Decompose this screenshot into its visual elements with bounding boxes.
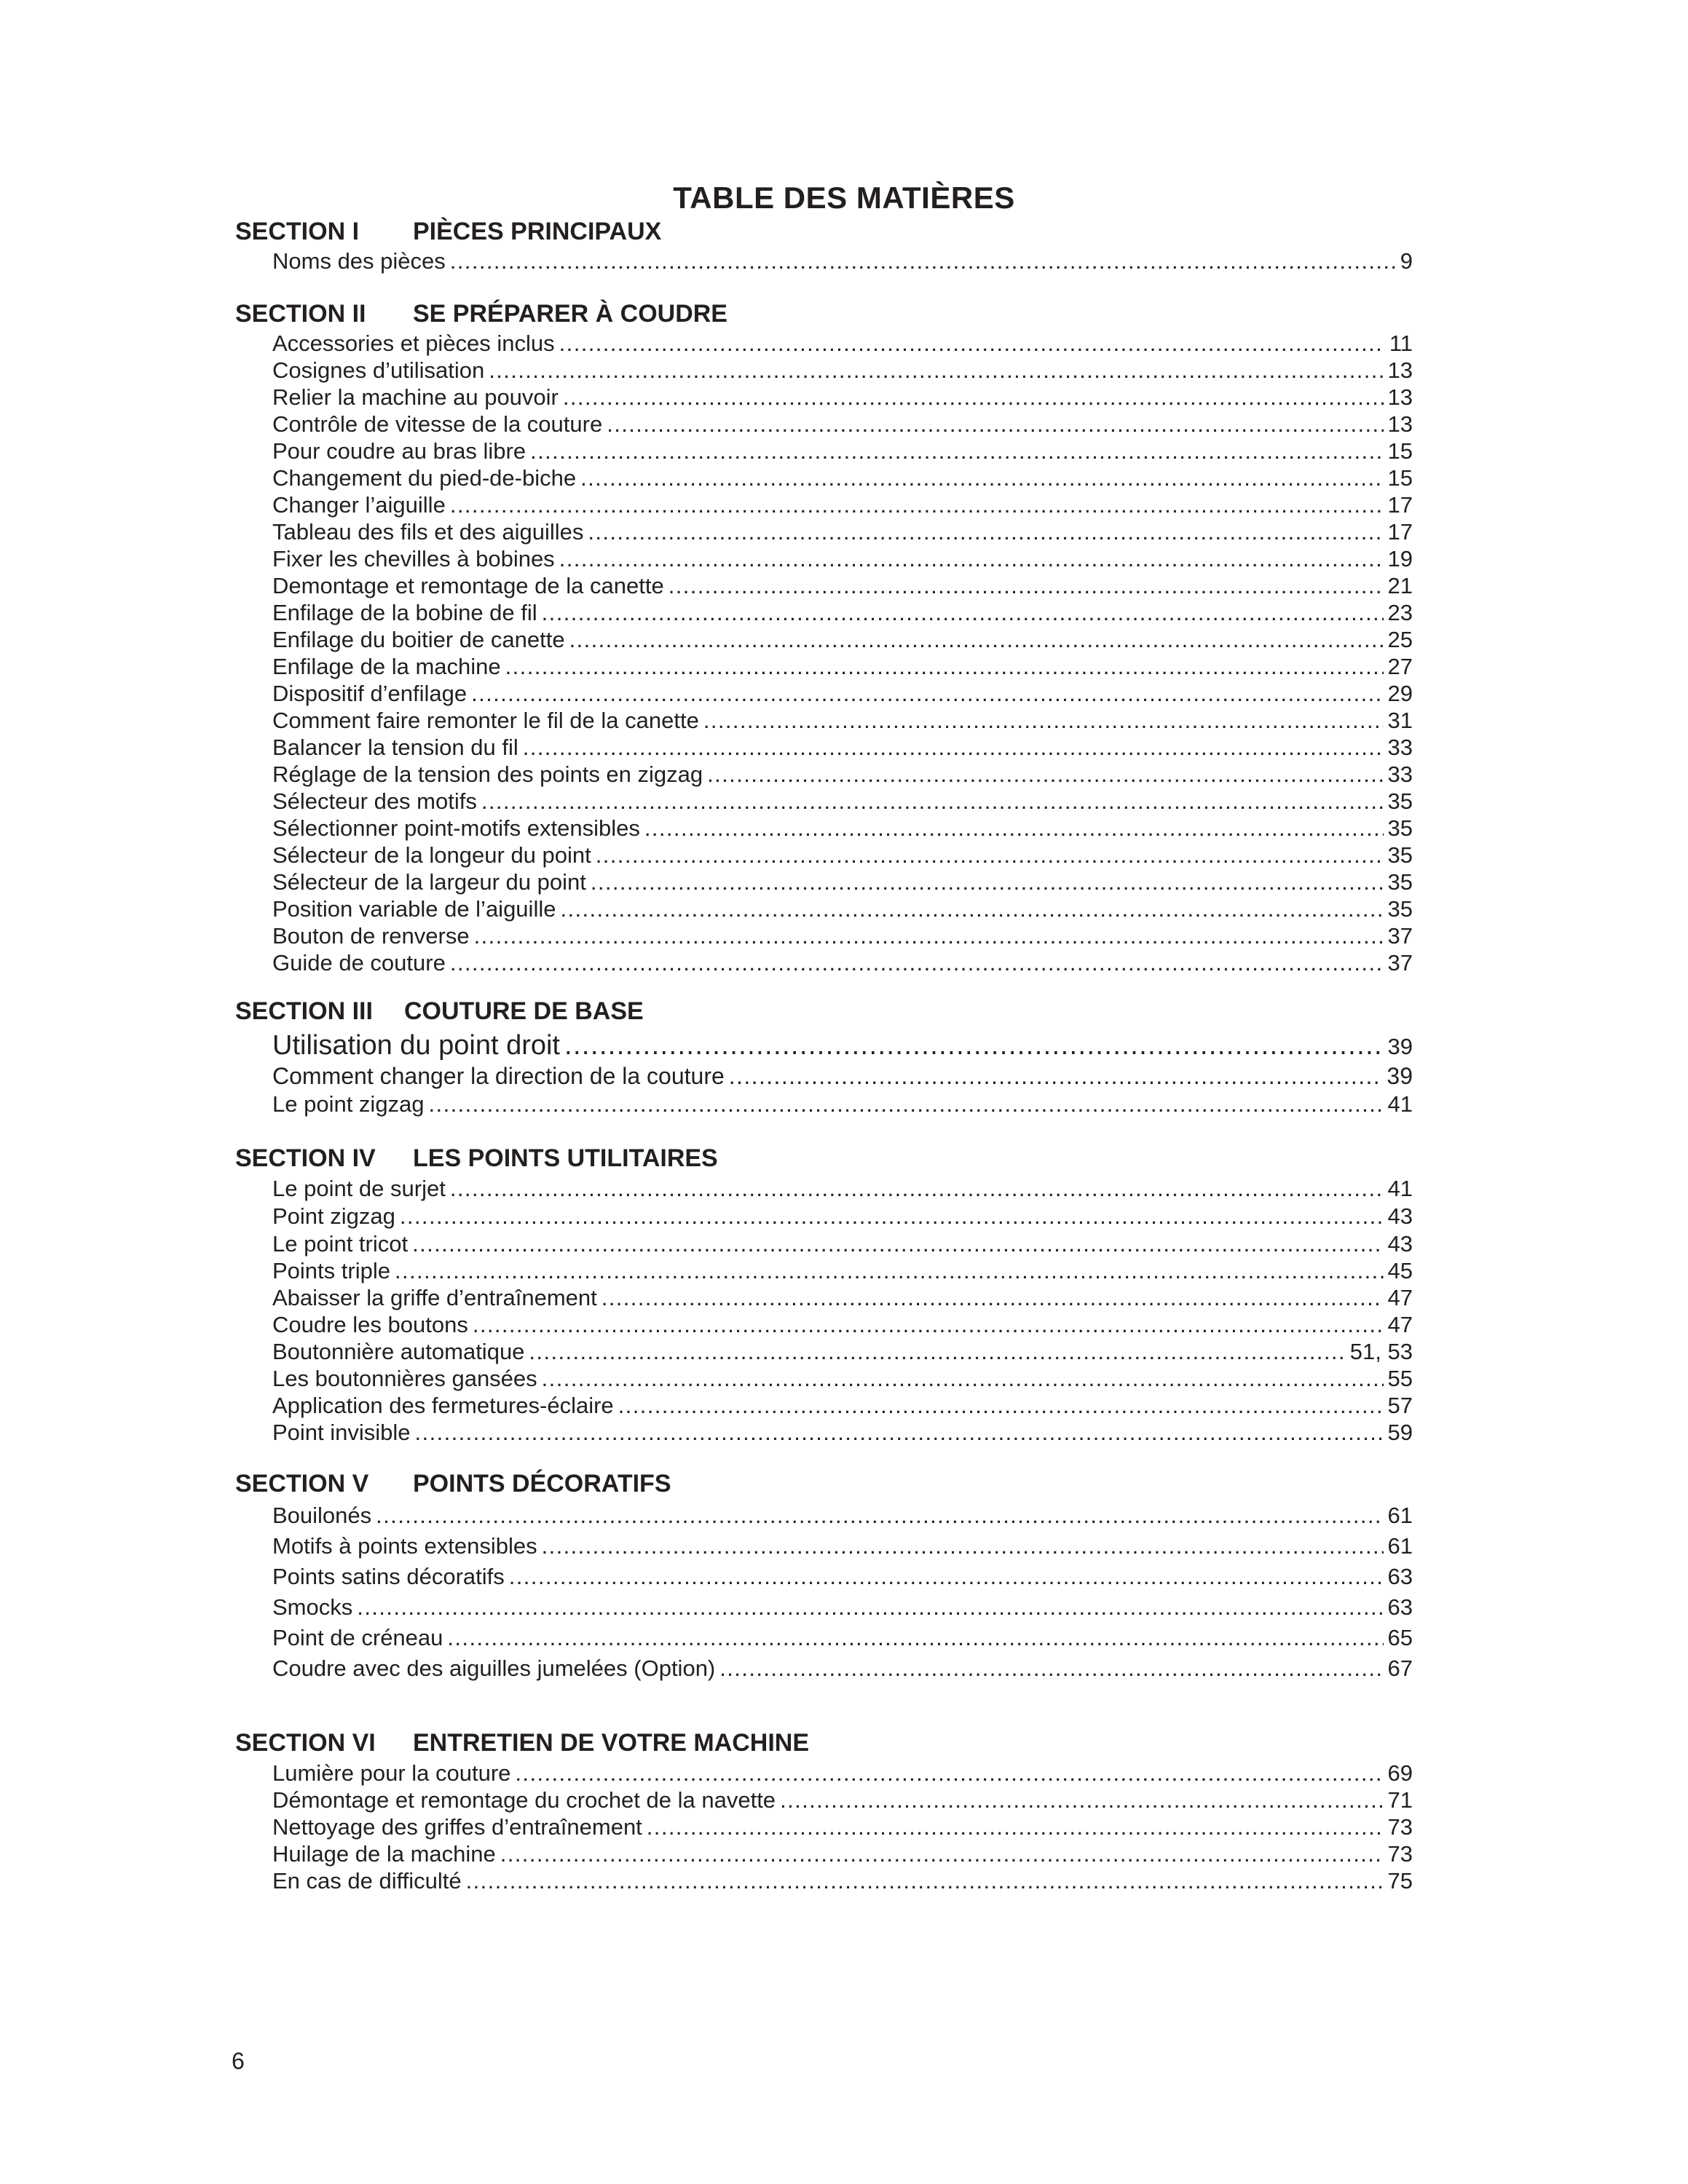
- toc-entry[interactable]: [272, 599, 1413, 626]
- dot-leader: [530, 438, 1383, 464]
- section-label: SECTION VI: [235, 1729, 376, 1757]
- dot-leader: [523, 734, 1384, 761]
- toc-entry[interactable]: [272, 438, 1413, 464]
- toc-entry-text: Sélecteur de la largeur du point: [272, 869, 586, 895]
- toc-entry-page: 35: [1387, 815, 1413, 841]
- toc-entry[interactable]: [272, 680, 1413, 707]
- dot-leader: [580, 464, 1383, 491]
- toc-entry-text: Dispositif d’enfilage: [272, 681, 468, 706]
- section-label: SECTION I: [235, 218, 360, 245]
- toc-entry-text: Coudre avec des aiguilles jumelées (Option): [272, 1655, 716, 1681]
- dot-leader: [607, 411, 1383, 438]
- section-heading: [235, 1469, 1413, 1498]
- toc-entry[interactable]: [272, 1840, 1413, 1867]
- section-label: SECTION V: [235, 1470, 369, 1497]
- section-heading: [235, 217, 1413, 246]
- toc-entry-page: 15: [1387, 438, 1413, 464]
- toc-entry-page: 59: [1387, 1420, 1413, 1445]
- toc-entry-text: Changement du pied-de-biche: [272, 465, 577, 491]
- dot-leader: [429, 1091, 1384, 1118]
- toc-entry-text: Démontage et remontage du crochet de la navette: [272, 1787, 776, 1813]
- toc-entry-page: 33: [1387, 761, 1413, 787]
- page-number: 6: [232, 2048, 245, 2074]
- toc-entry-page: 15: [1387, 465, 1413, 491]
- toc-section-5: [235, 1469, 1413, 1684]
- toc-entry-page: 33: [1387, 735, 1413, 760]
- toc-entry[interactable]: [272, 248, 1413, 275]
- toc-entry-page: 47: [1387, 1312, 1413, 1337]
- toc-entry-page: 31: [1387, 708, 1413, 733]
- section-label: SECTION IV: [235, 1144, 376, 1172]
- toc-entry-page: 13: [1387, 411, 1413, 437]
- toc-entry-page: 73: [1387, 1814, 1413, 1840]
- toc-entry[interactable]: [272, 761, 1413, 788]
- toc-entry-text: Position variable de l’aiguille: [272, 896, 556, 922]
- toc-entry-text: Relier la machine au pouvoir: [272, 384, 559, 410]
- page-title: TABLE DES MATIÈRES: [673, 181, 1015, 215]
- toc-entry-page: 65: [1387, 1625, 1413, 1650]
- toc-entry[interactable]: [272, 1760, 1413, 1787]
- dot-leader: [647, 1813, 1384, 1840]
- toc-entry-text: Cosignes d’utilisation: [272, 357, 485, 383]
- toc-entry-page: 41: [1387, 1091, 1413, 1117]
- toc-entries: [272, 1760, 1413, 1894]
- toc-entry-text: Sélecteur de la longeur du point: [272, 842, 591, 868]
- toc-entry-page: 41: [1387, 1176, 1413, 1201]
- toc-entry[interactable]: [272, 357, 1413, 384]
- toc-entry-page: 71: [1387, 1787, 1413, 1813]
- toc-entry-text: Tableau des fils et des aiguilles: [272, 519, 584, 545]
- toc-entry-page: 73: [1387, 1841, 1413, 1867]
- dot-leader: [450, 949, 1384, 976]
- dot-leader: [395, 1257, 1384, 1284]
- toc-entry-page: 63: [1387, 1594, 1413, 1620]
- toc-entry[interactable]: [272, 572, 1413, 599]
- toc-entry-page: 63: [1387, 1564, 1413, 1589]
- dot-leader: [489, 357, 1383, 384]
- section-label: SECTION II: [235, 300, 366, 328]
- toc-entry-page: 9: [1400, 248, 1413, 274]
- toc-entry-page: 29: [1387, 681, 1413, 706]
- toc-entry-page: 13: [1387, 357, 1413, 383]
- toc-entry-text: Le point de surjet: [272, 1176, 446, 1201]
- dot-leader: [529, 1338, 1345, 1365]
- dot-leader: [569, 626, 1384, 653]
- toc-entry-text: Point de créneau: [272, 1625, 443, 1650]
- section-title: COUTURE DE BASE: [404, 997, 644, 1025]
- toc-entry[interactable]: [272, 949, 1413, 976]
- toc-entry-text: Balancer la tension du fil: [272, 735, 518, 760]
- toc-section-2: [235, 299, 1413, 976]
- dot-leader: [447, 1623, 1383, 1653]
- toc-entry-page: 61: [1387, 1533, 1413, 1559]
- toc-section-1: [235, 217, 1413, 275]
- toc-entry-text: Points triple: [272, 1258, 390, 1283]
- toc-entry[interactable]: [272, 518, 1413, 545]
- toc-entry[interactable]: [272, 330, 1413, 357]
- toc-entry[interactable]: [272, 1531, 1413, 1562]
- dot-leader: [500, 1840, 1384, 1867]
- toc-entry-text: Enfilage du boitier de canette: [272, 627, 565, 652]
- toc-entry-page: 17: [1387, 492, 1413, 518]
- dot-leader: [450, 491, 1384, 518]
- toc-entry-text: Bouton de renverse: [272, 923, 470, 949]
- dot-leader: [564, 1029, 1384, 1062]
- toc-entry-text: Utilisation du point droit: [272, 1030, 560, 1061]
- dot-leader: [559, 330, 1385, 357]
- dot-leader: [376, 1500, 1383, 1531]
- toc-entry-page: 45: [1387, 1258, 1413, 1283]
- toc-entry[interactable]: [272, 1562, 1413, 1592]
- toc-entry[interactable]: [272, 1338, 1413, 1365]
- dot-leader: [618, 1392, 1384, 1419]
- section-heading: [235, 1144, 1413, 1173]
- section-heading: [235, 1728, 1413, 1757]
- dot-leader: [357, 1592, 1383, 1623]
- section-title: ENTRETIEN DE VOTRE MACHINE: [413, 1729, 810, 1757]
- toc-entry[interactable]: [272, 895, 1413, 922]
- toc-entry-text: Point zigzag: [272, 1203, 395, 1229]
- toc-entry[interactable]: [272, 1623, 1413, 1653]
- toc-entry-page: 61: [1387, 1503, 1413, 1528]
- toc-entry-text: Les boutonnières gansées: [272, 1366, 537, 1391]
- toc-entry-page: 67: [1387, 1655, 1413, 1681]
- toc-entry[interactable]: [272, 1257, 1413, 1284]
- dot-leader: [560, 895, 1383, 922]
- toc-section-4: [235, 1144, 1413, 1446]
- toc-entry[interactable]: [272, 626, 1413, 653]
- toc-entry-text: Changer l’aiguille: [272, 492, 446, 518]
- toc-entry[interactable]: [272, 411, 1413, 438]
- dot-leader: [505, 653, 1384, 680]
- toc-entry[interactable]: [272, 1203, 1413, 1230]
- toc-entry[interactable]: [272, 491, 1413, 518]
- dot-leader: [474, 922, 1384, 949]
- toc-entry-text: Sélecteur des motifs: [272, 788, 477, 814]
- section-heading: [235, 299, 1413, 328]
- toc-entry-text: Noms des pièces: [272, 248, 446, 274]
- toc-entry-page: 23: [1387, 600, 1413, 625]
- toc-entry[interactable]: [272, 384, 1413, 411]
- toc-entry[interactable]: [272, 922, 1413, 949]
- toc-entry-text: En cas de difficulté: [272, 1868, 462, 1894]
- toc-entry-page: 21: [1387, 573, 1413, 598]
- toc-entry-text: Contrôle de vitesse de la couture: [272, 411, 603, 437]
- toc-entry[interactable]: [272, 1419, 1413, 1446]
- toc-entry-page: 69: [1387, 1760, 1413, 1786]
- toc-entry-page: 35: [1387, 788, 1413, 814]
- dot-leader: [509, 1562, 1384, 1592]
- dot-leader: [542, 1531, 1384, 1562]
- dot-leader: [780, 1787, 1383, 1813]
- toc-entry-page: 37: [1387, 950, 1413, 976]
- toc-entry-text: Points satins décoratifs: [272, 1564, 505, 1589]
- toc-entry[interactable]: [272, 545, 1413, 572]
- toc-entry-text: Comment changer la direction de la couture: [272, 1063, 725, 1089]
- toc-entry[interactable]: [272, 707, 1413, 734]
- dot-leader: [559, 545, 1384, 572]
- toc-entry-page: 35: [1387, 869, 1413, 895]
- toc-entries: [272, 1500, 1413, 1684]
- dot-leader: [412, 1230, 1383, 1257]
- toc-entry[interactable]: [272, 1365, 1413, 1392]
- dot-leader: [602, 1284, 1384, 1311]
- toc-entry-page: 27: [1387, 654, 1413, 679]
- dot-leader: [471, 680, 1383, 707]
- toc-entry-page: 39: [1387, 1034, 1413, 1059]
- toc-entries: [272, 1029, 1413, 1118]
- toc-entry-page: 19: [1387, 546, 1413, 571]
- dot-leader: [466, 1867, 1384, 1894]
- toc-entry[interactable]: [272, 1392, 1413, 1419]
- toc-entry-page: 35: [1387, 896, 1413, 922]
- toc-entries: [272, 330, 1413, 976]
- toc-entry-text: Boutonnière automatique: [272, 1339, 525, 1364]
- toc-entry-page: 17: [1387, 519, 1413, 545]
- toc-entry-text: Application des fermetures-éclaire: [272, 1393, 614, 1418]
- dot-leader: [473, 1311, 1384, 1338]
- toc-entry-page: 43: [1387, 1231, 1413, 1257]
- section-title: POINTS DÉCORATIFS: [413, 1470, 671, 1497]
- section-title: PIÈCES PRINCIPAUX: [413, 218, 662, 245]
- toc-entry[interactable]: [272, 1175, 1413, 1203]
- dot-leader: [644, 815, 1384, 842]
- toc-entry-text: Smocks: [272, 1594, 353, 1620]
- toc-entry[interactable]: [272, 815, 1413, 842]
- toc-entry[interactable]: [272, 1029, 1413, 1062]
- section-label: SECTION III: [235, 997, 373, 1025]
- dot-leader: [719, 1653, 1383, 1684]
- toc-entry-text: Lumière pour la couture: [272, 1760, 511, 1786]
- toc-entry[interactable]: [272, 653, 1413, 680]
- dot-leader: [588, 518, 1383, 545]
- toc-entry[interactable]: [272, 1062, 1413, 1091]
- toc-entry[interactable]: [272, 788, 1413, 815]
- toc-entries: [272, 1175, 1413, 1446]
- toc-entry[interactable]: [272, 1500, 1413, 1531]
- toc-entry-text: Le point zigzag: [272, 1091, 425, 1117]
- toc-entry-page: 11: [1389, 331, 1413, 356]
- section-heading: [235, 997, 1413, 1026]
- toc-entry[interactable]: [272, 1653, 1413, 1684]
- toc-entry-text: Nettoyage des griffes d’entraînement: [272, 1814, 642, 1840]
- toc-entry-page: 35: [1387, 842, 1413, 868]
- toc-entry-page: 47: [1387, 1285, 1413, 1310]
- toc-entry-text: Abaisser la griffe d’entraînement: [272, 1285, 597, 1310]
- toc-entry-page: 55: [1387, 1366, 1413, 1391]
- dot-leader: [515, 1760, 1383, 1787]
- toc-entry-text: Motifs à points extensibles: [272, 1533, 537, 1559]
- dot-leader: [542, 1365, 1384, 1392]
- toc-entry-text: Comment faire remonter le fil de la canette: [272, 708, 699, 733]
- toc-entry-page: 37: [1387, 923, 1413, 949]
- toc-entry-text: Accessories et pièces inclus: [272, 331, 555, 356]
- toc-entry-text: Pour coudre au bras libre: [272, 438, 526, 464]
- dot-leader: [596, 842, 1384, 869]
- toc-entry-page: 57: [1387, 1393, 1413, 1418]
- dot-leader: [400, 1203, 1384, 1230]
- toc-entry-text: Coudre les boutons: [272, 1312, 468, 1337]
- section-title: LES POINTS UTILITAIRES: [413, 1144, 718, 1172]
- toc-entry[interactable]: [272, 842, 1413, 869]
- toc-entry[interactable]: [272, 734, 1413, 761]
- dot-leader: [729, 1062, 1383, 1091]
- toc-entry-text: Le point tricot: [272, 1231, 409, 1257]
- toc-entry[interactable]: [272, 1867, 1413, 1894]
- toc-entry[interactable]: [272, 1311, 1413, 1338]
- dot-leader: [707, 761, 1383, 788]
- toc-entry-text: Bouilonés: [272, 1503, 372, 1528]
- dot-leader: [563, 384, 1384, 411]
- toc-entry[interactable]: [272, 1284, 1413, 1311]
- toc-entry[interactable]: [272, 1230, 1413, 1257]
- toc-entry-page: 75: [1387, 1868, 1413, 1894]
- toc-entry-page: 43: [1387, 1203, 1413, 1229]
- dot-leader: [542, 599, 1384, 626]
- toc-entry-page: 51, 53: [1349, 1339, 1413, 1364]
- toc-entry[interactable]: [272, 1592, 1413, 1623]
- toc-entry-page: 39: [1387, 1063, 1413, 1089]
- dot-leader: [703, 707, 1384, 734]
- toc-entry-text: Enfilage de la machine: [272, 654, 501, 679]
- toc-entry-page: 13: [1387, 384, 1413, 410]
- section-title: SE PRÉPARER À COUDRE: [413, 300, 727, 328]
- dot-leader: [669, 572, 1384, 599]
- toc-entry[interactable]: [272, 1787, 1413, 1813]
- toc-entry-text: Demontage et remontage de la canette: [272, 573, 664, 598]
- dot-leader: [450, 248, 1396, 275]
- toc-entry[interactable]: [272, 869, 1413, 895]
- toc-entry-text: Guide de couture: [272, 950, 446, 976]
- toc-entry[interactable]: [272, 1091, 1413, 1118]
- toc-entry-text: Huilage de la machine: [272, 1841, 496, 1867]
- dot-leader: [415, 1419, 1384, 1446]
- dot-leader: [591, 869, 1384, 895]
- toc-section-3: [235, 997, 1413, 1118]
- toc-entries: [272, 248, 1413, 275]
- toc-entry[interactable]: [272, 464, 1413, 491]
- toc-entry-text: Enfilage de la bobine de fil: [272, 600, 537, 625]
- toc-section-6: [235, 1728, 1413, 1894]
- toc-entry-text: Point invisible: [272, 1420, 411, 1445]
- dot-leader: [450, 1175, 1384, 1203]
- toc-entry[interactable]: [272, 1813, 1413, 1840]
- dot-leader: [481, 788, 1384, 815]
- toc-entry-page: 25: [1387, 627, 1413, 652]
- toc-entry-text: Sélectionner point-motifs extensibles: [272, 815, 640, 841]
- toc-entry-text: Fixer les chevilles à bobines: [272, 546, 555, 571]
- toc-entry-text: Réglage de la tension des points en zigzag: [272, 761, 703, 787]
